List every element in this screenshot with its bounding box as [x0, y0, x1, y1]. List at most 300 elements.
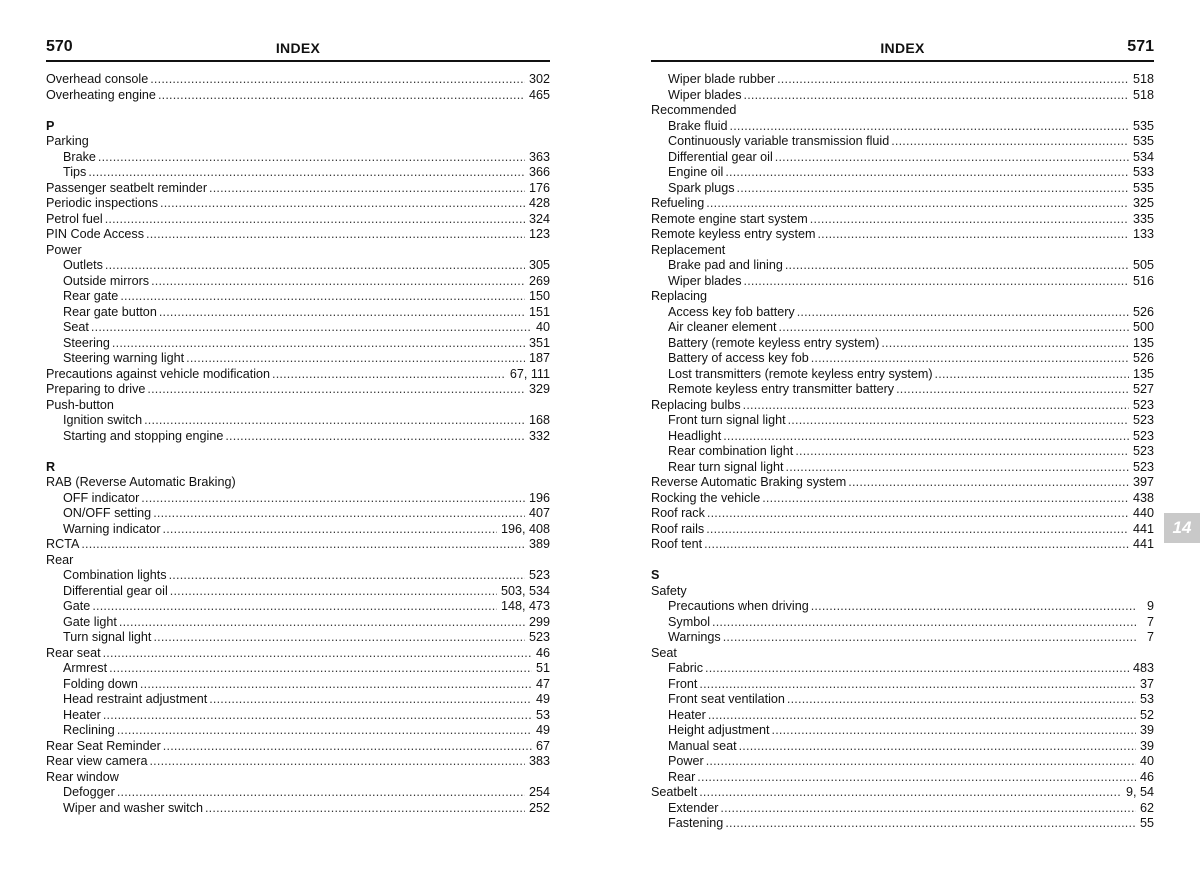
- entry-page-ref: 535: [1132, 134, 1154, 148]
- entry-page-ref: 254: [528, 785, 550, 799]
- entry-page-ref: 9: [1146, 599, 1154, 613]
- right-page-header: [651, 38, 1154, 62]
- index-subentry: [46, 522, 550, 538]
- index-subentry: [46, 429, 550, 445]
- entry-page-ref: 9, 54: [1125, 785, 1154, 799]
- index-subentry: [651, 677, 1154, 693]
- index-subentry: [46, 289, 550, 305]
- index-entry: [46, 134, 550, 150]
- entry-text: Wiper and washer switch: [63, 800, 203, 815]
- entry-page-ref: 503, 534: [500, 583, 550, 598]
- entry-page-ref: 324: [528, 211, 550, 226]
- entry-page-ref: 329: [528, 382, 550, 396]
- dot-leader: [147, 382, 525, 398]
- dot-leader: [158, 88, 525, 104]
- dot-leader: [272, 367, 506, 383]
- index-subentry: [46, 150, 550, 166]
- dot-leader: [817, 227, 1129, 243]
- entry-text: Rear window: [46, 769, 119, 784]
- entry-text: Heater: [668, 707, 706, 722]
- dot-leader: [205, 801, 525, 817]
- dot-leader: [779, 320, 1129, 336]
- entry-page-ref: 123: [528, 227, 550, 241]
- entry-text: Battery (remote keyless entry system): [668, 335, 880, 350]
- entry-text: Armrest: [63, 661, 108, 675]
- entry-text: Combination lights: [63, 568, 167, 582]
- left-page-header: [46, 38, 550, 62]
- entry-page-ref: 500: [1132, 320, 1154, 334]
- entry-page-ref: 407: [528, 506, 550, 520]
- index-entry: [651, 584, 1154, 600]
- entry-page-ref: 299: [528, 614, 550, 629]
- entry-page-ref: 47: [535, 676, 550, 691]
- dot-leader: [699, 785, 1122, 801]
- index-entry: [46, 754, 550, 770]
- entry-text: Fabric: [668, 661, 703, 675]
- entry-text: Roof rails: [651, 521, 705, 536]
- entry-text: Outside mirrors: [63, 273, 150, 288]
- dot-leader: [103, 708, 532, 724]
- index-entry: [651, 212, 1154, 228]
- entry-page-ref: 523: [528, 568, 550, 582]
- entry-text: Manual seat: [668, 738, 737, 753]
- index-entry: [46, 382, 550, 398]
- index-subentry: [46, 692, 550, 708]
- entry-page-ref: 133: [1132, 227, 1154, 241]
- index-subentry: [46, 491, 550, 507]
- dot-leader: [744, 88, 1129, 104]
- index-subentry: [46, 584, 550, 600]
- entry-text: Roof tent: [651, 537, 703, 551]
- entry-page-ref: 40: [1139, 754, 1154, 768]
- entry-text: Petrol fuel: [46, 211, 103, 226]
- entry-text: Outlets: [63, 258, 103, 272]
- index-entry: [46, 88, 550, 104]
- index-subentry: [46, 305, 550, 321]
- entry-page-ref: 523: [1132, 428, 1154, 443]
- dot-leader: [744, 274, 1129, 290]
- entry-page-ref: 428: [528, 196, 550, 210]
- entry-text: Rear: [46, 552, 74, 567]
- index-subentry: [46, 630, 550, 646]
- index-entry: [651, 103, 1154, 119]
- dot-leader: [91, 320, 532, 336]
- dot-leader: [120, 289, 525, 305]
- index-subentry: [651, 336, 1154, 352]
- index-entry: [651, 646, 1154, 662]
- entry-page-ref: 305: [528, 258, 550, 272]
- index-entry: [46, 243, 550, 259]
- index-entry: [651, 537, 1154, 553]
- index-subentry: [46, 785, 550, 801]
- entry-page-ref: 39: [1139, 723, 1154, 737]
- index-subentry: [46, 723, 550, 739]
- index-entry: [651, 491, 1154, 507]
- index-subentry: [46, 708, 550, 724]
- right-page-title: INDEX: [880, 40, 925, 56]
- entry-page-ref: 148, 473: [500, 599, 550, 613]
- entry-page-ref: 53: [1139, 692, 1154, 706]
- index-subentry: [651, 165, 1154, 181]
- entry-text: Height adjustment: [668, 723, 770, 737]
- entry-page-ref: 389: [528, 537, 550, 551]
- index-subentry: [46, 599, 550, 615]
- dot-leader: [117, 785, 525, 801]
- index-subentry: [46, 336, 550, 352]
- index-subentry: [651, 801, 1154, 817]
- entry-page-ref: 150: [528, 289, 550, 303]
- entry-text: Overheating engine: [46, 87, 156, 102]
- index-subentry: [651, 305, 1154, 321]
- dot-leader: [149, 754, 525, 770]
- index-subentry: [651, 739, 1154, 755]
- dot-leader: [163, 739, 532, 755]
- index-subentry: [46, 615, 550, 631]
- dot-leader: [723, 630, 1136, 646]
- entry-page-ref: 52: [1139, 707, 1154, 722]
- entry-text: Rear view camera: [46, 754, 148, 768]
- entry-text: Wiper blade rubber: [668, 72, 776, 86]
- entry-text: Roof rack: [651, 506, 705, 520]
- entry-text: Extender: [668, 800, 719, 815]
- dot-leader: [169, 568, 525, 584]
- index-subentry: [651, 351, 1154, 367]
- dot-leader: [811, 351, 1129, 367]
- entry-text: Spark plugs: [668, 180, 735, 195]
- entry-page-ref: 39: [1139, 738, 1154, 753]
- dot-leader: [788, 413, 1129, 429]
- entry-text: Power: [668, 754, 704, 768]
- left-page: [46, 0, 550, 896]
- dot-leader: [146, 227, 525, 243]
- entry-text: Gate: [63, 599, 91, 613]
- left-page-number: 570: [46, 38, 73, 55]
- entry-page-ref: 441: [1132, 537, 1154, 551]
- dot-leader: [743, 398, 1129, 414]
- index-entry: [46, 770, 550, 786]
- entry-text: Battery of access key fob: [668, 351, 809, 365]
- dot-leader: [81, 537, 525, 553]
- entry-text: Turn signal light: [63, 630, 152, 644]
- index-subentry: [46, 320, 550, 336]
- index-entry: [46, 367, 550, 383]
- entry-text: Rear: [668, 769, 696, 784]
- entry-text: Lost transmitters (remote keyless entry system): [668, 366, 933, 381]
- entry-page-ref: 269: [528, 273, 550, 288]
- index-subentry: [651, 72, 1154, 88]
- dot-leader: [119, 615, 525, 631]
- entry-text: Rear gate button: [63, 304, 157, 319]
- index-subentry: [46, 413, 550, 429]
- index-subentry: [651, 599, 1154, 615]
- entry-page-ref: 7: [1146, 630, 1154, 644]
- entry-text: Differential gear oil: [63, 583, 168, 598]
- dot-leader: [725, 816, 1136, 832]
- index-subentry: [651, 444, 1154, 460]
- index-entry: [46, 553, 550, 569]
- entry-text: Periodic inspections: [46, 196, 159, 210]
- dot-leader: [712, 615, 1136, 631]
- entry-text: Seat: [651, 645, 677, 660]
- index-subentry: [651, 367, 1154, 383]
- entry-page-ref: 383: [528, 754, 550, 768]
- dot-leader: [706, 522, 1129, 538]
- entry-text: Brake pad and lining: [668, 258, 783, 272]
- dot-leader: [762, 491, 1129, 507]
- dot-leader: [708, 708, 1136, 724]
- entry-page-ref: 135: [1132, 335, 1154, 350]
- entry-text: OFF indicator: [63, 490, 140, 505]
- entry-text: Folding down: [63, 676, 138, 691]
- dot-leader: [163, 522, 497, 538]
- entry-page-ref: 505: [1132, 258, 1154, 272]
- index-subentry: [651, 119, 1154, 135]
- index-entry: [651, 243, 1154, 259]
- dot-leader: [705, 661, 1129, 677]
- section-spacer: [651, 553, 1154, 569]
- entry-text: Overhead console: [46, 72, 149, 86]
- dot-leader: [723, 429, 1129, 445]
- index-subentry: [651, 274, 1154, 290]
- dot-leader: [707, 506, 1129, 522]
- entry-page-ref: 49: [535, 723, 550, 737]
- dot-leader: [786, 460, 1129, 476]
- dot-leader: [706, 196, 1129, 212]
- entry-page-ref: 366: [528, 165, 550, 179]
- entry-text: Heater: [63, 707, 101, 722]
- index-entry: [651, 289, 1154, 305]
- index-subentry: [651, 382, 1154, 398]
- dot-leader: [787, 692, 1136, 708]
- index-subentry: [651, 816, 1154, 832]
- entry-text: Replacement: [651, 242, 726, 257]
- entry-page-ref: 535: [1132, 118, 1154, 133]
- entry-text: Warning indicator: [63, 521, 161, 536]
- entry-text: Continuously variable transmission fluid: [668, 134, 890, 148]
- entry-page-ref: 527: [1132, 382, 1154, 396]
- entry-page-ref: 51: [535, 661, 550, 675]
- index-entry: [651, 506, 1154, 522]
- entry-page-ref: 483: [1132, 661, 1154, 675]
- entry-text: Seatbelt: [651, 785, 698, 799]
- dot-leader: [92, 599, 497, 615]
- dot-leader: [772, 723, 1136, 739]
- entry-page-ref: 176: [528, 180, 550, 195]
- entry-text: Starting and stopping engine: [63, 428, 224, 443]
- entry-text: Remote keyless entry system: [651, 227, 816, 241]
- dot-leader: [881, 336, 1129, 352]
- entry-page-ref: 62: [1139, 800, 1154, 815]
- entry-text: Parking: [46, 134, 89, 148]
- dot-leader: [785, 258, 1129, 274]
- dot-leader: [170, 584, 497, 600]
- entry-page-ref: 523: [1132, 444, 1154, 458]
- index-subentry: [651, 181, 1154, 197]
- entry-text: Rear gate: [63, 289, 119, 303]
- entry-page-ref: 332: [528, 428, 550, 443]
- index-subentry: [46, 506, 550, 522]
- dot-leader: [103, 646, 532, 662]
- index-subentry: [46, 258, 550, 274]
- index-entry: [651, 475, 1154, 491]
- entry-page-ref: 49: [535, 692, 550, 706]
- dot-leader: [775, 150, 1129, 166]
- dot-leader: [186, 351, 525, 367]
- entry-page-ref: 533: [1132, 165, 1154, 179]
- entry-text: Rear Seat Reminder: [46, 738, 161, 753]
- index-subentry: [46, 165, 550, 181]
- index-entry: [46, 739, 550, 755]
- entry-text: Replacing: [651, 289, 708, 303]
- entry-text: Warnings: [668, 630, 721, 644]
- entry-text: Push-button: [46, 397, 114, 412]
- entry-text: Refueling: [651, 196, 705, 210]
- dot-leader: [151, 274, 525, 290]
- chapter-tab: 14: [1164, 513, 1200, 543]
- entry-text: Engine oil: [668, 165, 724, 179]
- dot-leader: [160, 196, 525, 212]
- entry-page-ref: 151: [528, 304, 550, 319]
- entry-page-ref: 535: [1132, 180, 1154, 195]
- dot-leader: [725, 165, 1129, 181]
- entry-text: Brake: [63, 149, 96, 164]
- index-entry: [651, 196, 1154, 212]
- index-subentry: [46, 274, 550, 290]
- entry-page-ref: 518: [1132, 87, 1154, 102]
- dot-leader: [209, 692, 532, 708]
- index-entry: [46, 181, 550, 197]
- entry-text: Air cleaner element: [668, 320, 777, 334]
- section-letter: P: [46, 118, 55, 133]
- entry-page-ref: 55: [1139, 816, 1154, 830]
- dot-leader: [153, 506, 525, 522]
- entry-page-ref: 196, 408: [500, 521, 550, 536]
- index-subentry: [651, 460, 1154, 476]
- index-entry: [46, 398, 550, 414]
- entry-text: Differential gear oil: [668, 149, 773, 164]
- entry-page-ref: 465: [528, 87, 550, 102]
- index-entry: [46, 646, 550, 662]
- index-subentry: [46, 801, 550, 817]
- index-subentry: [651, 615, 1154, 631]
- entry-page-ref: 67, 111: [509, 366, 550, 381]
- entry-text: Wiper blades: [668, 273, 742, 288]
- entry-text: Remote keyless entry transmitter battery: [668, 382, 895, 396]
- right-page-number: 571: [1127, 38, 1154, 55]
- entry-text: Access key fob battery: [668, 304, 795, 319]
- section-spacer: [46, 444, 550, 460]
- entry-text: Replacing bulbs: [651, 397, 741, 412]
- dot-leader: [699, 677, 1136, 693]
- entry-page-ref: 523: [1132, 397, 1154, 412]
- entry-page-ref: 252: [528, 800, 550, 815]
- dot-leader: [144, 413, 525, 429]
- entry-text: Wiper blades: [668, 87, 742, 102]
- index-subentry: [651, 88, 1154, 104]
- entry-page-ref: 302: [528, 72, 550, 86]
- entry-page-ref: 53: [535, 707, 550, 722]
- entry-text: RCTA: [46, 537, 80, 551]
- left-page-title: INDEX: [275, 40, 321, 56]
- entry-text: PIN Code Access: [46, 227, 144, 241]
- dot-leader: [777, 72, 1129, 88]
- entry-page-ref: 441: [1132, 521, 1154, 536]
- entry-page-ref: 440: [1132, 506, 1154, 520]
- entry-text: Steering: [63, 335, 110, 350]
- index-subentry: [651, 770, 1154, 786]
- entry-page-ref: 196: [528, 490, 550, 505]
- entry-page-ref: 135: [1132, 366, 1154, 381]
- entry-text: Recommended: [651, 103, 737, 117]
- dot-leader: [811, 599, 1136, 615]
- index-entry: [46, 196, 550, 212]
- entry-page-ref: 40: [535, 320, 550, 334]
- entry-text: Seat: [63, 320, 89, 334]
- dot-leader: [704, 537, 1129, 553]
- entry-text: Front seat ventilation: [668, 692, 785, 706]
- entry-page-ref: 46: [1139, 769, 1154, 784]
- entry-page-ref: 523: [1132, 413, 1154, 427]
- entry-text: Front turn signal light: [668, 413, 786, 427]
- dot-leader: [935, 367, 1129, 383]
- dot-leader: [112, 336, 525, 352]
- index-entry: [46, 72, 550, 88]
- entry-text: Precautions against vehicle modification: [46, 366, 271, 381]
- entry-page-ref: 46: [535, 645, 550, 660]
- index-subentry: [46, 677, 550, 693]
- index-entry: [651, 785, 1154, 801]
- dot-leader: [209, 181, 525, 197]
- index-subentry: [651, 754, 1154, 770]
- entry-page-ref: 438: [1132, 490, 1154, 505]
- index-entry: [46, 227, 550, 243]
- entry-text: Gate light: [63, 614, 117, 629]
- section-spacer: [46, 103, 550, 119]
- entry-page-ref: 37: [1139, 676, 1154, 691]
- entry-text: Precautions when driving: [668, 599, 809, 613]
- dot-leader: [159, 305, 525, 321]
- index-subentry: [651, 150, 1154, 166]
- dot-leader: [105, 212, 525, 228]
- dot-leader: [730, 119, 1129, 135]
- entry-text: Tips: [63, 165, 87, 179]
- section-letter: S: [651, 568, 660, 582]
- entry-page-ref: 397: [1132, 475, 1154, 489]
- entry-text: Rocking the vehicle: [651, 490, 761, 505]
- entry-page-ref: 523: [1132, 459, 1154, 474]
- index-subentry: [651, 320, 1154, 336]
- dot-leader: [737, 181, 1129, 197]
- dot-leader: [797, 305, 1129, 321]
- index-entry: [651, 398, 1154, 414]
- entry-page-ref: 526: [1132, 304, 1154, 319]
- entry-page-ref: 351: [528, 335, 550, 350]
- entry-text: Power: [46, 242, 82, 257]
- right-index-list: [651, 72, 1154, 832]
- entry-text: Reverse Automatic Braking system: [651, 475, 847, 489]
- dot-leader: [891, 134, 1129, 150]
- dot-leader: [105, 258, 525, 274]
- dot-leader: [706, 754, 1136, 770]
- dot-leader: [150, 72, 525, 88]
- entry-text: Passenger seatbelt reminder: [46, 180, 208, 195]
- dot-leader: [88, 165, 525, 181]
- index-subentry: [651, 258, 1154, 274]
- entry-text: Reclining: [63, 723, 115, 737]
- dot-leader: [848, 475, 1129, 491]
- entry-text: Head restraint adjustment: [63, 692, 208, 706]
- index-subentry: [46, 661, 550, 677]
